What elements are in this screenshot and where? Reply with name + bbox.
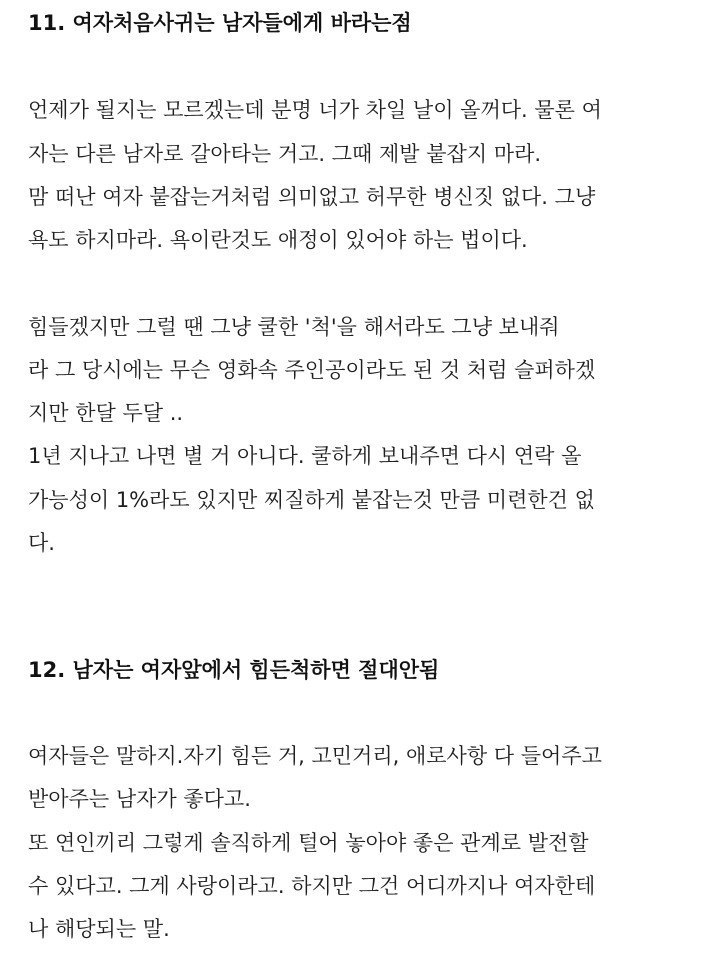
- paragraph-line: 받아주는 남자가 좋다고.: [28, 787, 251, 811]
- paragraph-line: 1년 지나고 나면 별 거 아니다. 쿨하게 보내주면 다시 연락 올: [28, 444, 582, 468]
- section-title-11: 11. 여자처음사귀는 남자들에게 바라는점: [28, 11, 412, 35]
- paragraph-line: 힘들겠지만 그럴 땐 그냥 쿨한 '척'을 해서라도 그냥 보내줘: [28, 315, 560, 339]
- paragraph-line: 나 해당되는 말.: [28, 917, 170, 941]
- section-title-12: 12. 남자는 여자앞에서 힘든척하면 절대안됨: [28, 658, 440, 682]
- paragraph-line: 지만 한달 두달 ..: [28, 401, 184, 425]
- paragraph-line: 또 연인끼리 그렇게 솔직하게 털어 놓아야 좋은 관계로 발전할: [28, 831, 589, 855]
- paragraph-line: 자는 다른 남자로 갈아타는 거고. 그때 제발 붙잡지 마라.: [28, 142, 542, 166]
- paragraph-line: 다.: [28, 531, 55, 555]
- paragraph-line: 언제가 될지는 모르겠는데 분명 너가 차일 날이 올꺼다. 물론 여: [28, 98, 602, 122]
- paragraph-line: 욕도 하지마라. 욕이란것도 애정이 있어야 하는 법이다.: [28, 228, 528, 252]
- paragraph-line: 수 있다고. 그게 사랑이라고. 하지만 그건 어디까지나 여자한테: [28, 874, 596, 898]
- paragraph-line: 맘 떠난 여자 붙잡는거처럼 의미없고 허무한 병신짓 없다. 그냥: [28, 185, 596, 209]
- paragraph-line: 여자들은 말하지.자기 힘든 거, 고민거리, 애로사항 다 들어주고: [28, 744, 602, 768]
- paragraph-line: 라 그 당시에는 무슨 영화속 주인공이라도 된 것 처럼 슬퍼하겠: [28, 358, 596, 382]
- paragraph-line: 가능성이 1%라도 있지만 찌질하게 붙잡는것 만큼 미련한건 없: [28, 488, 595, 512]
